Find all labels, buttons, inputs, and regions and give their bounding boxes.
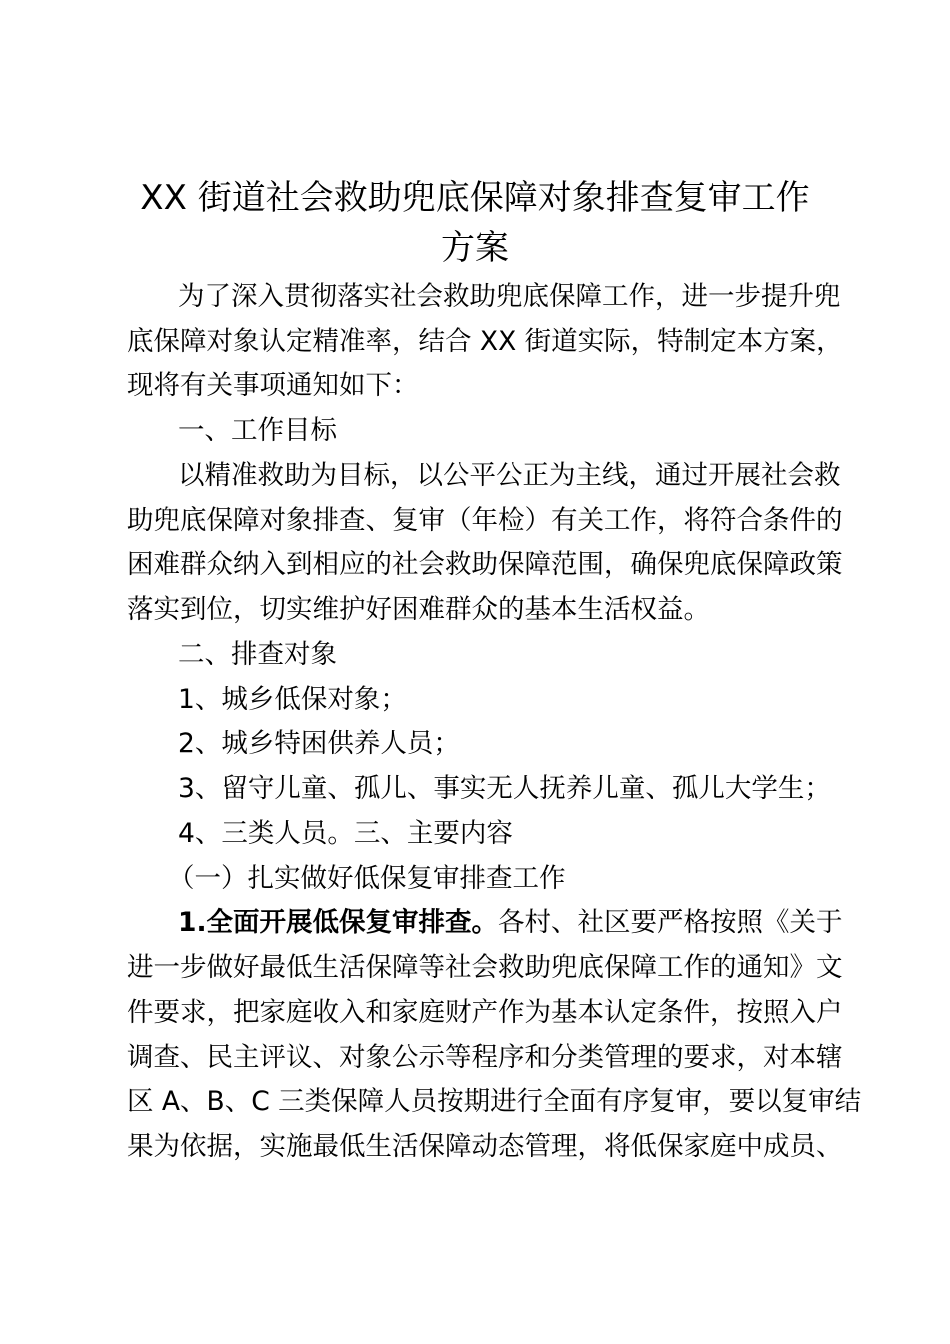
para-1-line-1 <box>178 906 843 940</box>
para-1-lead-bold: 1.全面开展低保复审排查。 <box>178 907 499 938</box>
section-2-item-4: 4、三类人员。三、主要内容 <box>178 818 513 849</box>
para-1-line-3: 件要求，把家庭收入和家庭财产作为基本认定条件，按照入户 <box>127 997 843 1028</box>
document-title-line-1: XX 街道社会救助兜底保障对象排查复审工作 <box>140 178 810 218</box>
para-1-lead-rest: 各村、社区要严格按照《关于 <box>498 907 843 938</box>
section-1-heading: 一、工作目标 <box>178 415 337 446</box>
para-1-line-5: 区 A、B、C 三类保障人员按期进行全面有序复审，要以复审结 <box>127 1086 862 1117</box>
section-2-item-3: 3、留守儿童、孤儿、事实无人抚养儿童、孤儿大学生； <box>178 773 831 804</box>
para-1-line-4: 调查、民主评议、对象公示等程序和分类管理的要求，对本辖 <box>127 1042 843 1073</box>
section-1-body-line-3: 困难群众纳入到相应的社会救助保障范围，确保兜底保障政策 <box>127 549 843 580</box>
section-2-item-1: 1、城乡低保对象； <box>178 684 407 715</box>
section-1-body-line-2: 助兜底保障对象排查、复审（年检）有关工作，将符合条件的 <box>127 505 843 536</box>
subsection-1-heading: （一）扎实做好低保复审排查工作 <box>168 863 566 894</box>
document-title-line-2: 方案 <box>441 228 509 268</box>
section-1-body-line-4: 落实到位，切实维护好困难群众的基本生活权益。 <box>127 594 710 625</box>
section-2-heading: 二、排查对象 <box>178 639 337 670</box>
para-1-line-2: 进一步做好最低生活保障等社会救助兜底保障工作的通知》文 <box>127 952 843 983</box>
intro-line-1: 为了深入贯彻落实社会救助兜底保障工作，进一步提升兜 <box>178 281 841 312</box>
intro-line-2: 底保障对象认定精准率，结合 XX 街道实际，特制定本方案， <box>127 326 843 357</box>
para-1-line-6: 果为依据，实施最低生活保障动态管理，将低保家庭中成员、 <box>127 1131 843 1162</box>
section-1-body-line-1: 以精准救助为目标，以公平公正为主线，通过开展社会救 <box>178 460 841 491</box>
intro-line-3: 现将有关事项通知如下： <box>127 370 419 401</box>
section-2-item-2: 2、城乡特困供养人员； <box>178 728 460 759</box>
